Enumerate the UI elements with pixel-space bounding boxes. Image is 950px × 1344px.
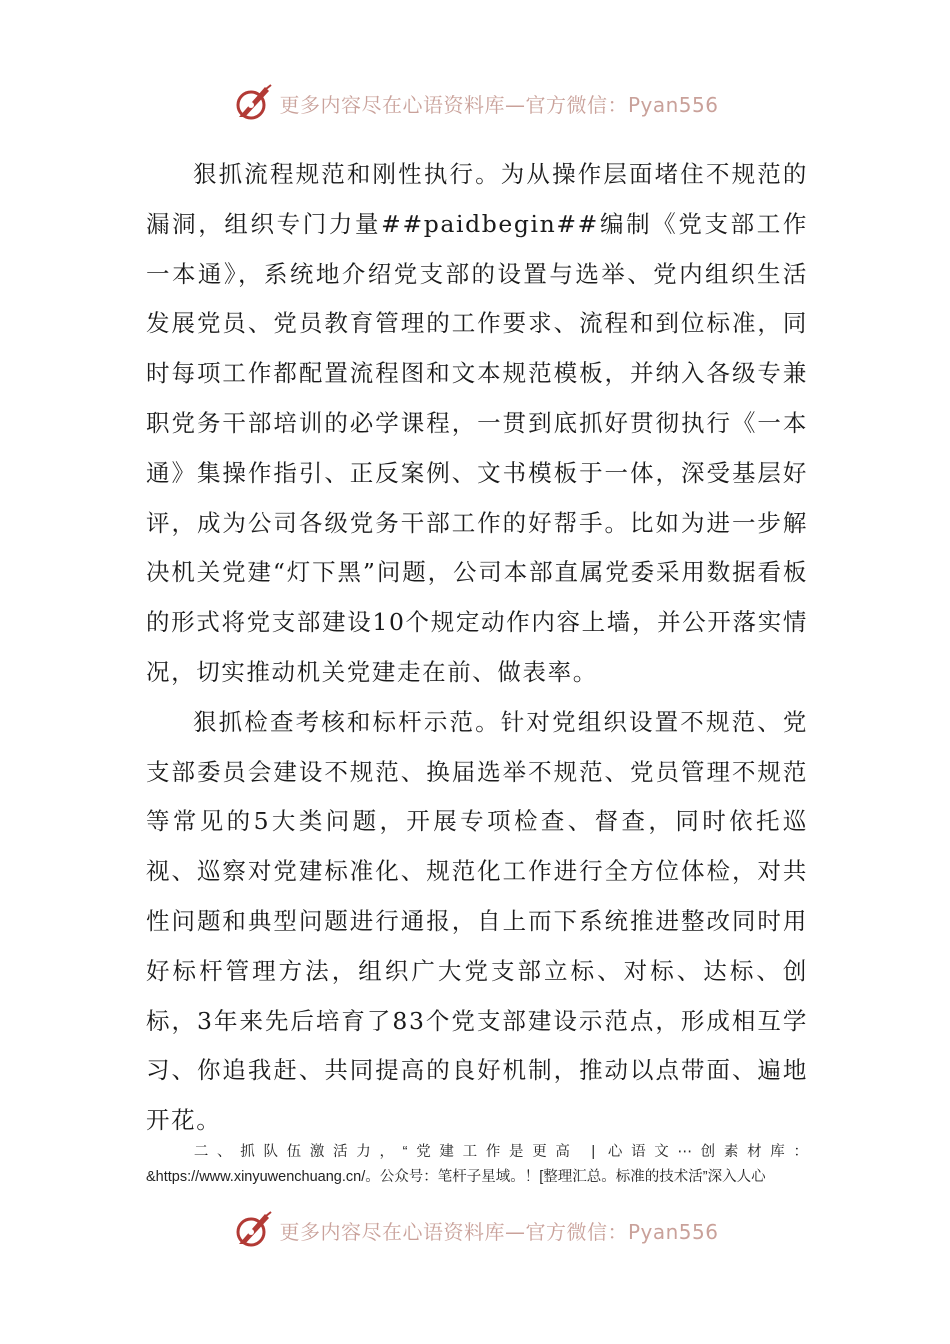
quill-logo-icon xyxy=(231,83,275,123)
paragraph: 狠抓检查考核和标杆示范。针对党组织设置不规范、党支部委员会建设不规范、换届选举不规范、党员管理不规范等常见的5大类问题，开展专项检查、督查，同时依托巡视、巡察对党建标准化、规范化工作进行全方位体检，对共性问题和典型问题进行通报，自上而下系统推进整改同时用好标杆管理方法，组织广大党支部立标、对标、达标、创标，3年来先后培育了83个党支部建设示范点，形成相互学习、你追我赶、共同提高的良好机制，推动以点带面、遍地开花。 xyxy=(146,707,808,1135)
document-body xyxy=(146,150,808,1146)
quill-logo-icon xyxy=(231,1210,275,1250)
header-banner xyxy=(0,80,950,126)
header-banner-text: 更多内容尽在心语资料库—官方微信：Pyan556 xyxy=(279,92,719,117)
footnote: 二、抓队伍激活力，“党建工作是更高 | 心语文⋯创素材库： &https://www.xinyuwenchuang.cn/。公众号：笔杆子星域。！[整理汇总。标准的技术活”深入人心 xyxy=(146,1144,808,1185)
footer-banner-text: 更多内容尽在心语资料库—官方微信：Pyan556 xyxy=(279,1219,719,1244)
paragraph: 狠抓流程规范和刚性执行。为从操作层面堵住不规范的漏洞，组织专门力量##paidbegin##编制《党支部工作一本通》，系统地介绍党支部的设置与选举、党内组织生活发展党员、党员教育管理的工作要求、流程和到位标准，同时每项工作都配置流程图和文本规范模板，并纳入各级专兼职党务干部培训的必学课程，一贯到底抓好贯彻执行《一本通》集操作指引、正反案例、文书模板于一体，深受基层好评，成为公司各级党务干部工作的好帮手。比如为进一步解决机关党建“灯下黑”问题，公司本部直属党委采用数据看板的形式将党支部建设10个规定动作内容上墙，并公开落实情况，切实推动机关党建走在前、做表率。 xyxy=(146,160,808,686)
footer-banner xyxy=(0,1207,950,1253)
